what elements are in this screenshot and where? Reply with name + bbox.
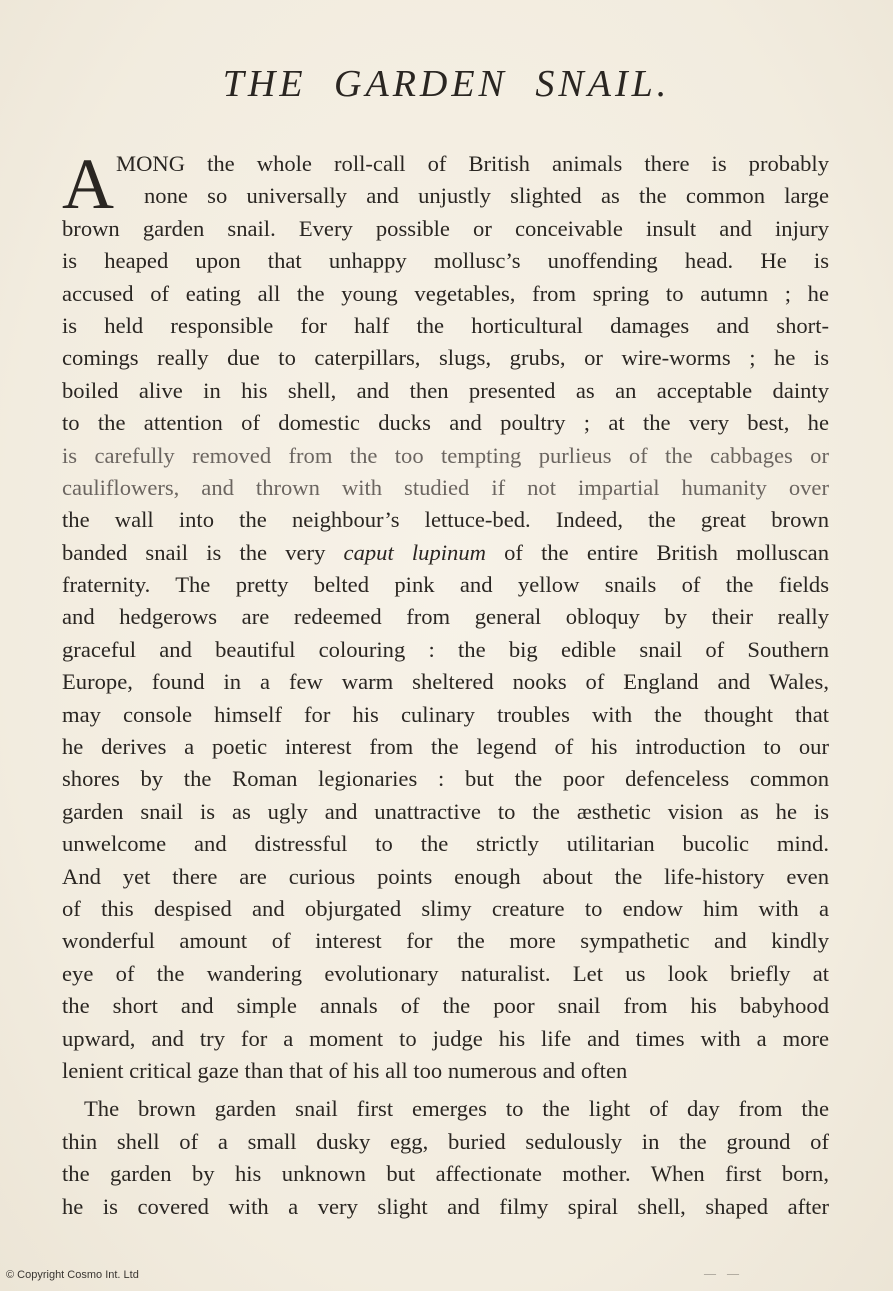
- text-line: lenient critical gaze than that of his all too numerous and often: [62, 1057, 628, 1083]
- text-line: is carefully removed from the too tempting purlieus of the cabbages or: [62, 442, 829, 468]
- footer-mark: — —: [704, 1266, 743, 1280]
- text-line: shores by the Roman legionaries : but the poor defenceless common: [62, 766, 829, 792]
- text-line: and hedgerows are redeemed from general obloquy by their really: [62, 604, 829, 630]
- text-line: the short and simple annals of the poor snail from his babyhood: [62, 993, 829, 1019]
- text-line: boiled alive in his shell, and then presented as an acceptable dainty: [62, 377, 829, 403]
- text-line: wonderful amount of interest for the more sympathetic and kindly: [62, 928, 829, 954]
- text-line: Europe, found in a few warm sheltered nooks of England and Wales,: [62, 669, 829, 695]
- text-line: thin shell of a small dusky egg, buried sedulously in the ground of: [62, 1128, 829, 1154]
- text-line: garden snail is as ugly and unattractive to the æsthetic vision as he is: [62, 798, 829, 824]
- text-line: the garden by his unknown but affectionate mother. When first born,: [62, 1161, 829, 1187]
- paragraph-2: [62, 1093, 829, 1223]
- drop-cap: A: [62, 144, 114, 224]
- text-line: And yet there are curious points enough about the life-history even: [62, 863, 829, 889]
- text-line: accused of eating all the young vegetables, from spring to autumn ; he: [62, 280, 829, 306]
- text-line: he derives a poetic interest from the legend of his introduction to our: [62, 734, 829, 760]
- article-body: [62, 144, 829, 1223]
- latin-phrase: caput lupinum: [343, 539, 486, 565]
- text-line: comings really due to caterpillars, slugs, grubs, or wire-worms ; he is: [62, 345, 829, 371]
- text-line: unwelcome and distressful to the strictly utilitarian bucolic mind.: [62, 831, 829, 857]
- text-line: to the attention of domestic ducks and poultry ; at the very best, he: [62, 410, 829, 436]
- text-line: graceful and beautiful colouring : the big edible snail of Southern: [62, 636, 829, 662]
- text-line: of this despised and objurgated slimy creature to endow him with a: [62, 895, 829, 921]
- text-line: eye of the wandering evolutionary naturalist. Let us look briefly at: [62, 960, 829, 986]
- text-line: the wall into the neighbour’s lettuce-bed. Indeed, the great brown: [62, 507, 829, 533]
- text-line: upward, and try for a moment to judge his life and times with a more: [62, 1025, 829, 1051]
- text-line: The brown garden snail first emerges to the light of day from the: [84, 1096, 829, 1122]
- text-line: brown garden snail. Every possible or conceivable insult and injury: [62, 215, 829, 241]
- copyright-notice: © Copyright Cosmo Int. Ltd: [6, 1269, 139, 1281]
- text-line: he is covered with a very slight and filmy spiral shell, shaped after: [62, 1193, 829, 1219]
- paragraph-1-first-line: MONG the whole roll-call of British animals there is probably: [116, 151, 829, 176]
- text-line: fraternity. The pretty belted pink and yellow snails of the fields: [62, 572, 829, 598]
- page-title: THE GARDEN SNAIL.: [222, 63, 671, 105]
- text-line: cauliflowers, and thrown with studied if not impartial humanity over: [62, 474, 829, 500]
- text-line: is held responsible for half the horticultural damages and short-: [62, 312, 829, 338]
- text-line: is heaped upon that unhappy mollusc’s unoffending head. He is: [62, 248, 829, 274]
- paragraph-1: [62, 144, 829, 1087]
- text-line: may console himself for his culinary troubles with the thought that: [62, 701, 829, 727]
- text-line: none so universally and unjustly slighted as the common large: [144, 183, 829, 209]
- text-line: banded snail is the very caput lupinum of the entire British molluscan: [62, 539, 829, 565]
